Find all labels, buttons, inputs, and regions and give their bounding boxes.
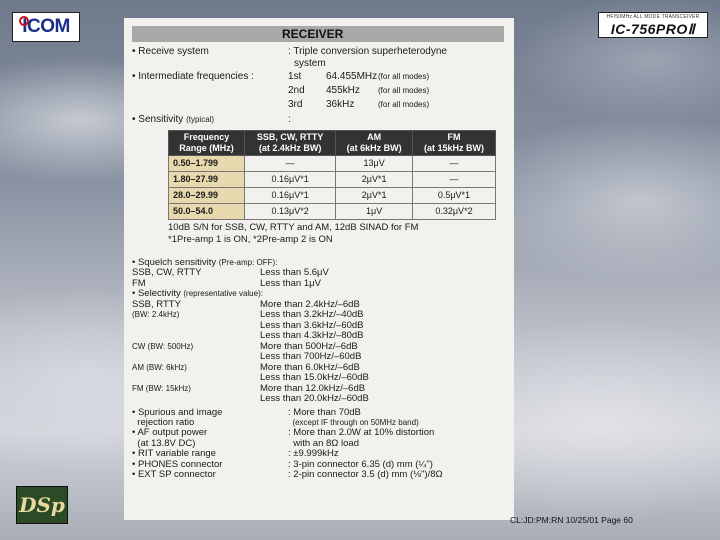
spec-value: : More than 70dB <box>288 406 361 418</box>
if-stage: 3rd <box>288 99 303 111</box>
table-cell: — <box>412 155 495 171</box>
header-line: (at 15kHz BW) <box>423 142 484 153</box>
squelch-value: Less than 5.6μV <box>260 267 329 279</box>
table-row <box>169 171 496 187</box>
spec-row <box>132 470 504 480</box>
footer-page-info: CL:JD:PM:RN 10/25/01 Page 60 <box>510 515 633 525</box>
table-header-cell <box>244 130 335 155</box>
spec-label: • EXT SP connector <box>132 469 216 481</box>
receive-system-value: : Triple conversion superheterodyne <box>288 46 447 57</box>
table-cell: 0.16μV*1 <box>244 171 335 187</box>
if-value: 455kHz <box>326 85 360 97</box>
range-cell: 50.0–54.0 <box>169 203 245 219</box>
table-cell: 13μV <box>336 155 413 171</box>
if-stage: 1st <box>288 71 302 83</box>
table-cell: 0.16μV*1 <box>244 187 335 203</box>
selectivity-value: More than 12.0kHz/–6dB <box>260 382 366 394</box>
spec-value: : 2-pin connector 3.5 (d) mm (⅛")/8Ω <box>288 469 443 481</box>
sensitivity-table-header <box>169 130 496 155</box>
spec-value: : More than 2.0W at 10% distortion <box>288 427 435 439</box>
spec-value: : 3-pin connector 6.35 (d) mm (¼") <box>288 458 433 470</box>
selectivity-mode: AM (BW: 6kHz) <box>132 362 187 372</box>
selectivity-value: More than 6.0kHz/–6dB <box>260 361 360 373</box>
doc-title: RECEIVER <box>132 26 504 42</box>
if-stage: 2nd <box>288 85 305 97</box>
dsp-logo <box>16 486 68 524</box>
if-label <box>132 84 288 98</box>
spec-rows <box>132 408 504 481</box>
table-header-cell <box>169 130 245 155</box>
squelch-mode: FM <box>132 277 146 289</box>
if-note: (for all modes) <box>378 72 430 82</box>
sensitivity-colon: : <box>288 114 291 126</box>
receive-system-row-2 <box>132 58 504 70</box>
receive-system-row <box>132 46 504 58</box>
table-cell: 0.5μV*1 <box>412 187 495 203</box>
spec-value: : ±9.999kHz <box>288 448 339 460</box>
selectivity-mode: CW (BW: 500Hz) <box>132 341 194 351</box>
model-logo <box>598 12 708 38</box>
table-row <box>169 187 496 203</box>
table-cell: 0.13μV*2 <box>244 203 335 219</box>
if-row <box>132 70 504 84</box>
sensitivity-label: • Sensitivity <box>132 114 184 126</box>
selectivity-value: More than 500Hz/–6dB <box>260 340 358 352</box>
table-cell: 2μV*1 <box>336 187 413 203</box>
header-line: AM <box>367 131 382 142</box>
icom-ring-icon <box>19 16 29 26</box>
selectivity-value: More than 2.4kHz/–6dB <box>260 298 360 310</box>
sensitivity-table <box>168 130 496 220</box>
spec-value: (except IF through on 50MHz band) <box>288 418 419 428</box>
if-row <box>132 84 504 98</box>
squelch-value: Less than 1μV <box>260 277 321 289</box>
sensitivity-typical: (typical) <box>186 115 215 125</box>
sensitivity-note-2: *1Pre-amp 1 is ON, *2Pre-amp 2 is ON <box>168 233 333 245</box>
if-label: • Intermediate frequencies : <box>132 71 254 83</box>
spacer <box>132 58 288 70</box>
sensitivity-row <box>132 114 504 126</box>
selectivity-row <box>132 394 504 405</box>
selectivity-mode: (BW: 2.4kHz) <box>132 310 180 320</box>
if-frequencies <box>132 70 504 112</box>
if-note: (for all modes) <box>378 100 430 110</box>
icom-logo-text: ICOM <box>22 16 70 37</box>
spec-label: • PHONES connector <box>132 458 223 470</box>
range-cell: 0.50–1.799 <box>169 155 245 171</box>
spec-label: (at 13.8V DC) <box>132 437 196 449</box>
header-line: (at 6kHz BW) <box>346 142 402 153</box>
receiver-spec-document <box>124 18 514 520</box>
spec-label: • AF output power <box>132 427 208 439</box>
if-value: 36kHz <box>326 99 355 111</box>
sensitivity-note-1: 10dB S/N for SSB, CW, RTTY and AM, 12dB SINAD for FM <box>168 221 419 233</box>
range-cell: 1.80–27.99 <box>169 171 245 187</box>
sensitivity-table-body <box>169 155 496 219</box>
table-cell: — <box>412 171 495 187</box>
spec-value: with an 8Ω load <box>288 437 360 449</box>
receive-system-value-2: system <box>294 58 326 70</box>
if-note: (for all modes) <box>378 86 430 96</box>
squelch-note: (Pre-amp: OFF): <box>218 257 278 267</box>
selectivity-value: Less than 700Hz/–60dB <box>260 351 362 363</box>
header-line: Frequency <box>183 131 230 142</box>
squelch-mode: SSB, CW, RTTY <box>132 267 202 279</box>
header-line: Range (MHz) <box>179 142 234 153</box>
table-header-cell <box>412 130 495 155</box>
selectivity-value: Less than 3.6kHz/–60dB <box>260 319 364 331</box>
sensitivity-label-wrap <box>132 114 288 126</box>
selectivity-value: Less than 4.3kHz/–80dB <box>260 330 364 342</box>
table-row <box>169 155 496 171</box>
header-line: FM <box>447 131 461 142</box>
header-line: (at 2.4kHz BW) <box>258 142 322 153</box>
if-value: 64.455MHz <box>326 71 378 83</box>
if-row <box>132 98 504 112</box>
spec-label: • RIT variable range <box>132 448 216 460</box>
selectivity-value: Less than 20.0kHz/–60dB <box>260 393 369 405</box>
header-line: SSB, CW, RTTY <box>256 131 324 142</box>
model-logo-title: IC-756PROⅡ <box>610 21 696 37</box>
icom-logo <box>12 12 80 42</box>
dsp-logo-text: DSp <box>19 493 65 517</box>
squelch-label: • Squelch sensitivity <box>132 256 217 268</box>
selectivity-mode: SSB, RTTY <box>132 298 181 310</box>
selectivity-rows <box>132 300 504 405</box>
table-header-cell <box>336 130 413 155</box>
table-cell: 1μV <box>336 203 413 219</box>
selectivity-note: (representative value): <box>183 289 263 299</box>
table-cell: — <box>244 155 335 171</box>
range-cell: 28.0–29.99 <box>169 187 245 203</box>
table-cell: 2μV*1 <box>336 171 413 187</box>
selectivity-label: • Selectivity <box>132 288 181 300</box>
spec-label: • Spurious and image <box>132 406 223 418</box>
spec-label: rejection ratio <box>132 417 195 429</box>
table-row <box>169 203 496 219</box>
selectivity-value: Less than 15.0kHz/–60dB <box>260 372 369 384</box>
if-label <box>132 98 288 112</box>
model-logo-subtitle: HF/50MHz ALL MODE TRANSCEIVER <box>606 14 700 20</box>
table-cell: 0.32μV*2 <box>412 203 495 219</box>
squelch-row <box>132 279 504 290</box>
selectivity-mode: FM (BW: 15kHz) <box>132 383 191 393</box>
squelch-rows <box>132 268 504 289</box>
receive-system-label: • Receive system <box>132 46 209 57</box>
selectivity-value: Less than 3.2kHz/–40dB <box>260 309 364 321</box>
